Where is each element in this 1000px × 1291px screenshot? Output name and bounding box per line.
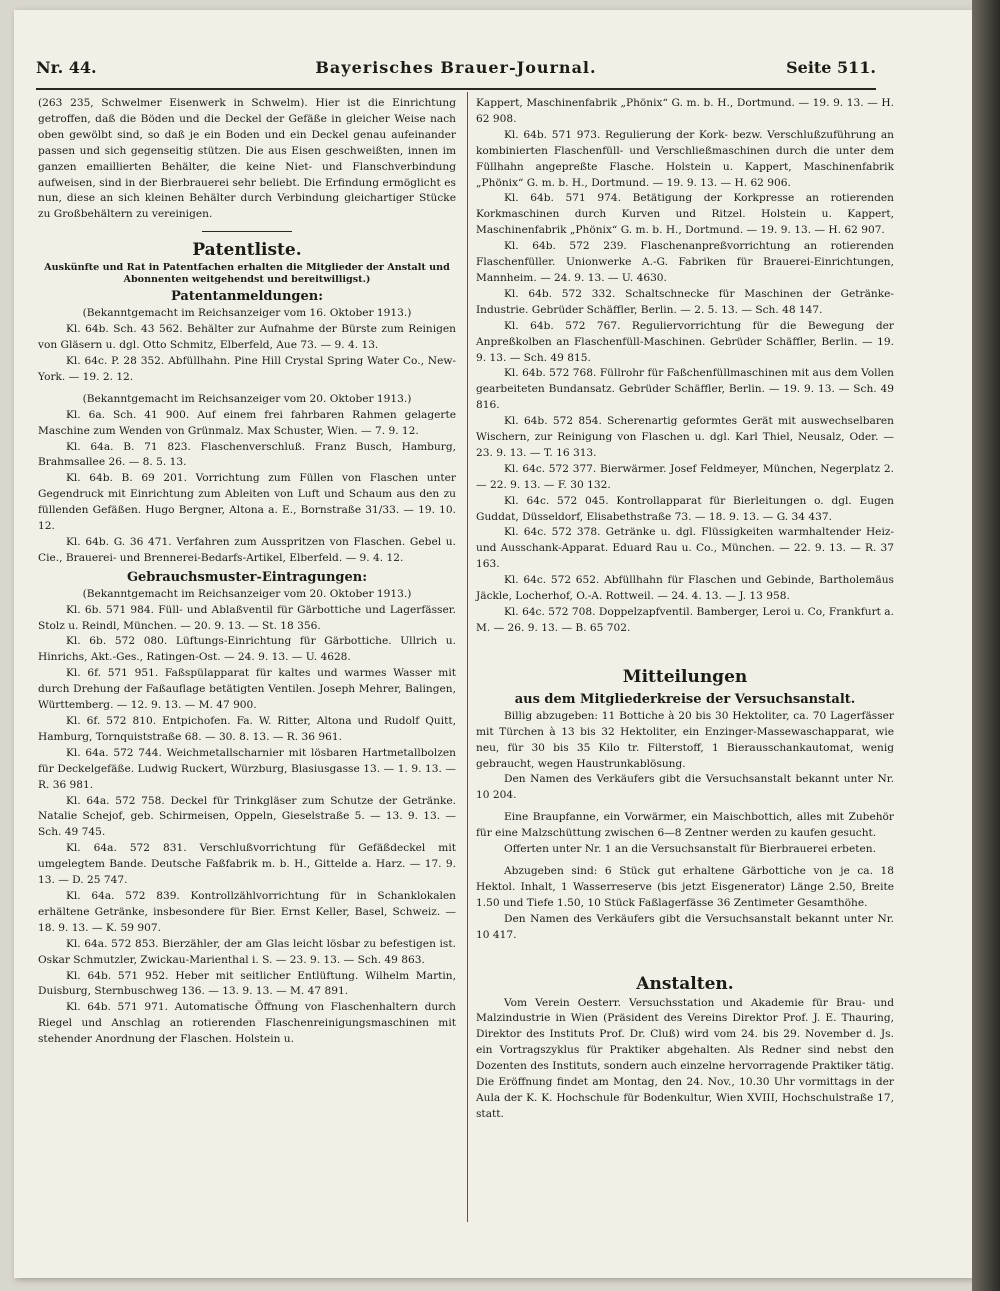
gm-entry: Kl. 64a. 572 831. Verschlußvorrichtung für Gefäßdeckel mit umgelegtem Bande. Deutsche Faßfabrik m. b. H., Gittelde a. Harz. — 17. 9. 13. — D. 25 747. (38, 842, 456, 887)
notice-paragraph: Offerten unter Nr. 1 an die Versuchsanstalt für Bierbrauerei erbeten. (504, 843, 876, 856)
gm-entry: Kl. 64a. 572 853. Bierzähler, der am Glas leicht lösbar zu befestigen ist. Oskar Schmutzler, Zwickau-Marienthal i. S. — 23. 9. 13. — Sch. 49 863. (38, 937, 456, 966)
announcement-date-3: (Bekanntgemacht im Reichsanzeiger vom 20. Oktober 1913.) (82, 587, 412, 600)
anmeldungen-heading: Patentanmeldungen: (170, 289, 324, 305)
gm-entry: Kl. 64b. 572 239. Flaschenanpreßvorrichtung an rotierenden Flaschenfüller. Unionwerke A.-G. Fabriken für Brauerei-Einrichtungen, Mannheim. — 24. 9. 13. — U. 4630. (476, 240, 894, 284)
gm-entry: Kl. 64c. 572 708. Doppelzapfventil. Bamberger, Leroi u. Co, Frankfurt a. M. — 26. 9. 13. — B. 65 702. (476, 606, 894, 634)
gm-entry: Kl. 64b. 571 974. Betätigung der Korkpresse an rotierenden Korkmaschinen durch Kurven und Ritzel. Holstein u. Kappert, Maschinenfabrik „Phönix“ G. m. b. H., Dortmund. — 19. 9. 13. — H. 62 907. (476, 192, 894, 237)
left-column (38, 96, 456, 1048)
gm-entry: Kl. 64a. 572 758. Deckel für Trinkgläser zum Schutze der Getränke. Natalie Schejof, geb. Schirmeisen, Oppeln, Gieselstraße 5. — 13. 9. 13. — Sch. 49 745. (38, 794, 456, 839)
patent-subheading: Auskünfte und Rat in Patentfachen erhalten die Mitglieder der Anstalt und Abonnenten weitgehendst und bereitwilligst.) (44, 262, 450, 286)
patent-entry: Kl. 6a. Sch. 41 900. Auf einem frei fahrbaren Rahmen gelagerte Maschine zum Wenden von Grünmalz. Max Schuster, Wien. — 7. 9. 12. (38, 408, 456, 437)
patent-entry: Kl. 64c. P. 28 352. Abfüllhahn. Pine Hill Crystal Spring Water Co., New-York. — 19. 2. 12. (38, 354, 456, 383)
notice-paragraph: Eine Braupfanne, ein Vorwärmer, ein Maischbottich, alles mit Zubehör für eine Malzschüttung zwischen 6—8 Zentner werden zu kaufen gesucht. (476, 811, 894, 840)
mitteilungen-subheading: aus dem Mitgliederkreise der Versuchsanstalt. (514, 691, 856, 707)
gm-entry: Kl. 64c. 572 045. Kontrollapparat für Bierleitungen o. dgl. Eugen Guddat, Düsseldorf, Elisabethstraße 73. — 18. 9. 13. — G. 34 437. (476, 494, 894, 523)
gm-entry: Kl. 64a. 572 744. Weichmetallscharnier mit lösbaren Hartmetallbolzen für Deckelgefäße. Ludwig Ruckert, Würzburg, Blasiusgasse 13. — 1. 9. 13. — R. 36 981. (38, 746, 456, 791)
gm-entry: Kl. 6b. 572 080. Lüftungs-Einrichtung für Gärbottiche. Ullrich u. Hinrichs, Akt.-Ges., Ratingen-Ost. — 24. 9. 13. — U. 4628. (38, 635, 456, 664)
gebrauchsmuster-heading: Gebrauchsmuster-Eintragungen: (126, 569, 368, 585)
page-number: Seite 511. (786, 58, 876, 77)
header-rule (36, 88, 876, 90)
gm-entry: Kl. 64c. 572 378. Getränke u. dgl. Flüssigkeiten warmhaltender Heiz- und Ausschank-Apparat. Eduard Rau u. Co., München. — 22. 9. 13. — R. 37 163. (476, 526, 894, 571)
mitteilungen-heading: Mitteilungen (622, 666, 748, 687)
gm-entry: Kl. 64b. 572 768. Füllrohr für Faßchenfüllmaschinen mit aus dem Vollen gearbeiteten Bundansatz. Gebrüder Schäffler, Berlin. — 19. 9. 13. — Sch. 49 816. (476, 367, 894, 412)
continuation-text: Kappert, Maschinenfabrik „Phönix“ G. m. b. H., Dortmund. — 19. 9. 13. — H. 62 908. (476, 97, 894, 125)
intro-paragraph: (263 235, Schwelmer Eisenwerk in Schwelm). Hier ist die Einrichtung getroffen, daß die Böden und die Deckel der Gefäße in gleicher Weise nach oben gewölbt sind, so daß je ein Boden und ein Deckel genau aufeinander passen und sich gegenseitig stützen. Die aus Eisen geschweißten, innen im ganzen emaillierten Behälter, die keine Niet- und Flanschverbindung aufweisen, sind in der Bierbrauerei sehr beliebt. Die Erfindung ermöglicht es nun, diese an sich kleinen Behälter durch Verbindung gleichartiger Stücke zu Großbehältern zu vereinigen. (38, 97, 456, 221)
announcement-date-1: (Bekanntgemacht im Reichsanzeiger vom 16. Oktober 1913.) (82, 307, 412, 320)
right-column (476, 96, 894, 1123)
patent-entry: Kl. 64a. B. 71 823. Flaschenverschluß. Franz Busch, Hamburg, Brahmsallee 26. — 8. 5. 13. (38, 440, 456, 469)
gm-entry: Kl. 6f. 571 951. Faßspülapparat für kaltes und warmes Wasser mit durch Drehung der Faßauflage betätigten Ventilen. Joseph Mehrer, Balingen, Württemberg. — 12. 9. 13. — M. 47 900. (38, 667, 456, 712)
gm-entry: Kl. 64b. 572 332. Schaltschnecke für Maschinen der Getränke-Industrie. Gebrüder Schäffler, Berlin. — 2. 5. 13. — Sch. 48 147. (476, 287, 894, 316)
page-header (36, 58, 876, 84)
notice-paragraph: Den Namen des Verkäufers gibt die Versuchsanstalt bekannt unter Nr. 10 204. (476, 773, 894, 802)
patent-heading: Patentliste. (192, 240, 302, 261)
section-rule (202, 231, 292, 232)
gm-entry: Kl. 6b. 571 984. Füll- und Ablaßventil für Gärbottiche und Lagerfässer. Stolz u. Reindl, München. — 20. 9. 13. — St. 18 356. (38, 603, 456, 632)
patent-entry: Kl. 64b. B. 69 201. Vorrichtung zum Füllen von Flaschen unter Gegendruck mit Einrichtung zum Ableiten von Luft und Schaum aus den zu füllenden Gefäßen. Hugo Bergner, Altona a. E., Bornstraße 31/33. — 19. 10. 12. (38, 472, 456, 533)
patent-entry: Kl. 64b. G. 36 471. Verfahren zum Ausspritzen von Flaschen. Gebel u. Cie., Brauerei- und Brennerei-Bedarfs-Artikel, Elberfeld. — 9. 4. 12. (38, 535, 456, 564)
column-divider (467, 92, 468, 1222)
journal-title: Bayerisches Brauer-Journal. (315, 58, 597, 77)
gm-entry: Kl. 64b. 571 973. Regulierung der Kork- bezw. Verschlußzuführung an kombinierten Flaschenfüll- und Verschließmaschinen durch die unter dem Füllhahn angepreßte Flasche. Holstein u. Kappert, Maschinenfabrik „Phönix“ G. m. b. H., Dortmund. — 19. 9. 13. — H. 62 906. (476, 128, 894, 189)
gm-entry: Kl. 64b. 571 952. Heber mit seitlicher Entlüftung. Wilhelm Martin, Duisburg, Sternbuschweg 136. — 13. 9. 13. — M. 47 891. (38, 969, 456, 998)
anstalten-heading: Anstalten. (636, 973, 734, 994)
scan-edge-shadow (972, 0, 1000, 1291)
issue-number: Nr. 44. (36, 58, 97, 77)
notice-paragraph: Den Namen des Verkäufers gibt die Versuchsanstalt bekannt unter Nr. 10 417. (476, 912, 894, 941)
gm-entry: Kl. 64c. 572 652. Abfüllhahn für Flaschen und Gebinde, Bartholemäus Jäckle, Locherhof, O.-A. Rottweil. — 24. 4. 13. — J. 13 958. (476, 574, 894, 603)
gm-entry: Kl. 6f. 572 810. Entpichofen. Fa. W. Ritter, Altona und Rudolf Quitt, Hamburg, Tornquiststraße 68. — 30. 8. 13. — R. 36 961. (38, 715, 456, 743)
gm-entry: Kl. 64b. 571 971. Automatische Öffnung von Flaschenhaltern durch Riegel und Anschlag an rotierenden Flaschenreinigungsmaschinen mit stehender Anordnung der Flaschen. Holstein u. (38, 1001, 456, 1046)
gm-entry: Kl. 64a. 572 839. Kontrollzählvorrichtung für in Schanklokalen erhältene Getränke, insbesondere für Bier. Ernst Keller, Basel, Schweiz. — 18. 9. 13. — K. 59 907. (38, 889, 456, 934)
patent-entry: Kl. 64b. Sch. 43 562. Behälter zur Aufnahme der Bürste zum Reinigen von Gläsern u. dgl. Otto Schmitz, Elberfeld, Aue 73. — 9. 4. 13. (38, 323, 456, 352)
anstalten-paragraph: Vom Verein Oesterr. Versuchsstation und Akademie für Brau- und Malzindustrie in Wien (Präsident des Vereins Direktor Prof. J. E. Thauring, Direktor des Instituts Prof. Dr. Cluß) wird vom 24. bis 29. November d. Js. ein Vortragszyklus für Praktiker abgehalten. Als Redner sind nebst den Dozenten des Instituts, sondern auch einzelne hervorragende Praktiker tätig. Die Eröffnung findet am Montag, den 24. Nov., 10.30 Uhr vormittags in der Aula der K. K. Hochschule für Bodenkultur, Wien XVIII, Hochschulstraße 17, statt. (476, 996, 894, 1120)
announcement-date-2: (Bekanntgemacht im Reichsanzeiger vom 20. Oktober 1913.) (82, 392, 412, 405)
gm-entry: Kl. 64b. 572 767. Reguliervorrichtung für die Bewegung der Anpreßkolben an Flaschenfüll-Maschinen. Gebrüder Schäffler, Berlin. — 19. 9. 13. — Sch. 49 815. (476, 319, 894, 364)
gm-entry: Kl. 64b. 572 854. Scherenartig geformtes Gerät mit auswechselbaren Wischern, zur Reinigung von Flaschen u. dgl. Karl Thiel, Neusalz, Oder. — 23. 9. 13. — T. 16 313. (476, 415, 894, 459)
gm-entry: Kl. 64c. 572 377. Bierwärmer. Josef Feldmeyer, München, Negerplatz 2. — 22. 9. 13. — F. 30 132. (476, 462, 894, 491)
notice-paragraph: Abzugeben sind: 6 Stück gut erhaltene Gärbottiche von je ca. 18 Hektol. Inhalt, 1 Wasserreserve (bis jetzt Eisgenerator) Länge 2.50, Breite 1.50 und Tiefe 1.50, 10 Stück Faßlagerfässe 36 Zentimeter Gesamthöhe. (476, 864, 894, 909)
notice-paragraph: Billig abzugeben: 11 Bottiche à 20 bis 30 Hektoliter, ca. 70 Lagerfässer mit Türchen à 13 bis 32 Hektoliter, ein Enzinger-Massewaschapparat, wie neu, für 30 bis 35 Kilo tr. Filterstoff, 1 Bierausschankautomat, wenig gebraucht, wegen Haustrunkablösung. (476, 709, 894, 770)
